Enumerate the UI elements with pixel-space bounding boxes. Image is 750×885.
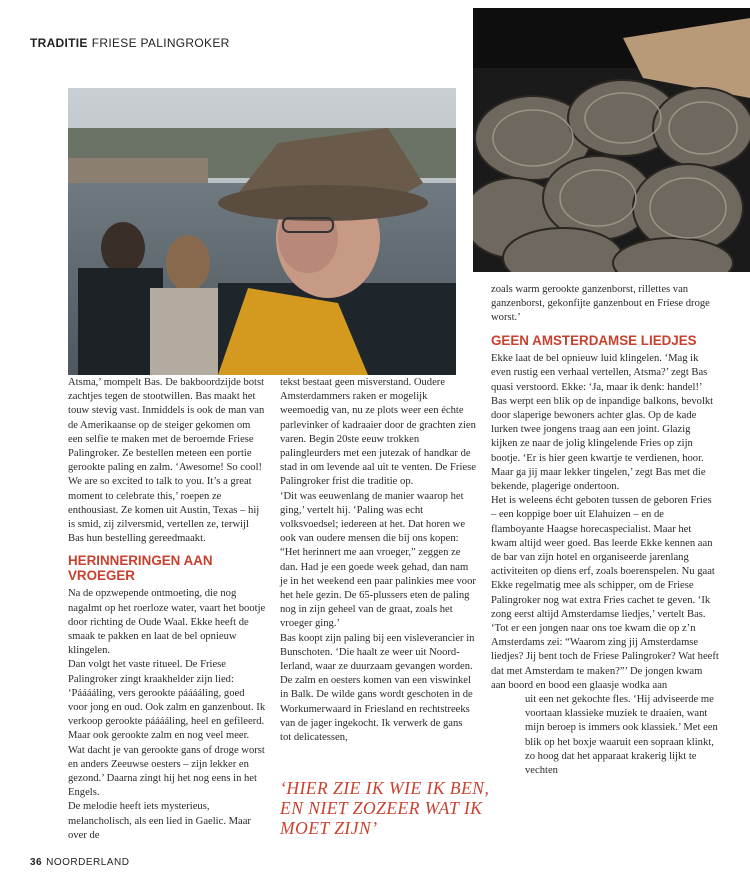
section-header	[30, 36, 230, 50]
page-number: 36	[30, 857, 43, 868]
subheading-herinneringen: HERINNERINGEN AAN VROEGER	[68, 553, 213, 583]
body-paragraph: zoals warm gerookte ganzenborst, rillettes van ganzenborst, gekonfijte ganzenbout en Friese droge worst.’	[491, 284, 710, 324]
article-column-2	[280, 376, 476, 745]
body-paragraph: Bas koopt zijn paling bij een visleverancier in Bunschoten. ‘Die haalt ze weer uit Noord-Ierland, waar ze duurzaam gevangen worden. De zalm en oesters komen van een viswinkel in Balk. De wilde gans wordt geschoten in de Workumerwaard in Friesland en rechtstreeks van de jager ingekocht. Ik verwerk de gans tot delicatessen,	[280, 632, 475, 744]
palingroker-photo	[68, 88, 456, 375]
article-column-1	[68, 376, 266, 843]
body-paragraph: Ekke laat de bel opnieuw luid klingelen. ‘Mag ik even rustig een verhaal vertellen, Atsma?’ zegt Bas quasi verstoord. Ekke: ‘Ja, maar ik denk: handel!’ Bas werpt een blik op de inpandige balkons, bevolkt door slaperige bewoners achter glas. Op de kade lurken twee jongens traag aan een joint. Glazig kijken ze naar de jolig klingelende Fries op zijn bootje. ‘Er is hier geen kwartje te verdienen, hoor. Maar ga jij maar lekker tingelen,’ zegt Bas met die bekende, plagerige ondertoon.	[491, 353, 714, 492]
subsection-label: FRIESE PALINGROKER	[91, 36, 230, 50]
page-footer	[30, 857, 129, 868]
body-paragraph: uit een net gekochte fles. ‘Hij adviseerde me voortaan klassieke muziek te draaien, want mijn beroep is immers ook klassiek.’ Met een blik op het boxje waaruit een sopraan klinkt, zo hoog dat het apparaat krakerig lijkt te vechten	[525, 693, 718, 776]
body-paragraph: Het is weleens écht geboten tussen de geboren Fries – een koppige boer uit Elahuizen – en de flamboyante Haagse horecaspecialist. Maar het kwam altijd weer goed. Bas leerde Ekke kennen aan de bar van zijn hotel en organiseerde jarenlang activiteiten op diens erf, zoals boerenspelen. Nu gaat Ekke regelmatig mee als schipper, om de Friese Palingroker nog wat extra Fries cachet te geven. ‘Ik zong eerst altijd Amsterdamse liedjes,’ vertelt Bas. ‘Tot er een jongen naar ons toe kwam die op z’n Amsterdams zei: “Waarom zing jij Amsterdamse liedjes? Jij bent toch de Friese Palingroker? Wat heeft dat met Amsterdam te maken?”’ De jongen kwam aan boord en bood een glaasje wodka aan	[491, 495, 719, 691]
body-paragraph: De melodie heeft iets mysterieus, melancholisch, als een lied in Gaelic. Maar over de	[68, 801, 251, 841]
body-paragraph: Atsma,’ mompelt Bas. De bakboordzijde botst zachtjes tegen de stootwillen. Bas maakt het touw stevig vast. Inmiddels is ook de man van de Amerikaanse op de steiger gekomen om een selfie te maken met de beroemde Friese Palingroker. Ze bestellen meteen een portie gerookte paling en zalm. ‘Awesome! So cool! We are so excited to talk to you. It’s a great moment to celebrate this,’ roepen ze enthousiast. Ze komen uit Austin, Texas – hij is smid, zij zilversmid, vertellen ze, terwijl Bas hun bestelling gereedmaakt.	[68, 377, 265, 545]
pull-quote: ‘HIER ZIE IK WIE IK BEN, EN NIET ZOZEER WAT IK MOET ZIJN’	[280, 778, 490, 838]
oysters-photo	[473, 8, 750, 272]
body-paragraph: ‘Dit was eeuwenlang de manier waarop het ging,’ vertelt hij. ‘Paling was echt volksvoedsel; iedereen at het. Dat horen we ook van oudere mensen die bij ons kopen: “Het herinnert me aan vroeger,” zeggen ze dan. Had je een goede week gehad, dan nam je in het weekend een paar palinkies mee voor het hele gezin. De 65-plussers eten de paling nog in zijn geheel van de graat, zoals het vroeger ging.’	[280, 490, 476, 630]
section-label: TRADITIE	[30, 36, 88, 50]
body-paragraph: Dan volgt het vaste ritueel. De Friese Palingroker zingt kraakhelder zijn lied: ‘Pááááling, vers gerookte pááááling, goed voor jong en oud. Ook zalm en ganzenbout. Ik verkoop gerookte pááááling, heel en gefileerd. Maar ook gerookte zalm en nog veel meer. Wat dacht je van gerookte gans of droge worst en anders Zeeuwse oesters – zijn lekker en gezond.’ Daarna zingt hij het nog eens in het Engels.	[68, 659, 266, 799]
article-column-3	[491, 283, 719, 778]
body-paragraph: tekst bestaat geen misverstand. Oudere Amsterdammers raken er mogelijk weemoedig van, nu ze plots weer een échte parlevinker of kadraaier door de grachten zien varen. Begin 20ste eeuw trokken palingleurders met een jutezak of handkar de stad in om levende aal uit te venten. De Friese Palingroker frist die traditie op.	[280, 377, 476, 488]
magazine-name: NOORDERLAND	[46, 857, 130, 868]
body-paragraph: Na de opzwepende ontmoeting, die nog nagalmt op het roerloze water, vaart het bootje door richting de Oude Waal. Ekke heeft de smaak te pakken en laat de bel opnieuw klingelen.	[68, 588, 266, 657]
subheading-geen-amsterdamse-liedjes: GEEN AMSTERDAMSE LIEDJES	[491, 332, 697, 348]
